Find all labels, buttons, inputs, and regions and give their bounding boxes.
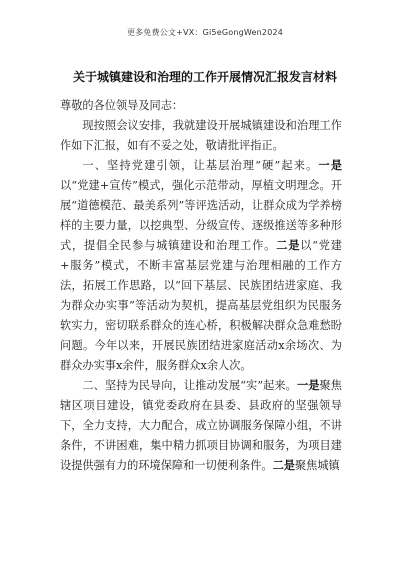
section-heading: 一、坚持党建引领，让基层治理“硬”起来。	[82, 159, 319, 172]
section-heading: 二、坚持为民导向，让推动发展“实”起来。	[82, 379, 297, 392]
point-marker: 一是	[318, 159, 342, 172]
salutation: 尊敬的各位领导及同志：	[60, 99, 184, 112]
header-note: 更多免费公文+VX：Gi5eGongWen2024	[126, 28, 284, 37]
paragraph-intro	[60, 116, 342, 156]
point-marker: 二是	[272, 459, 295, 472]
paragraph-text: 聚焦辖区项目建设，镇党委政府在县委、县政府的坚强领导下，全力支持，大力配合，成立协调服务保障小组，不讲条件，不讲困难，集中精力抓项目协调和服务，为项目建设提供强有力的环境保障和一切便利条件。	[60, 379, 342, 472]
paragraph-text: 聚焦城镇	[294, 459, 340, 472]
paragraph-section-2	[60, 376, 342, 476]
paragraph-text: 现按照会议安排，我就建设开展城镇建设和治理工作作如下汇报，如有不妥之处，敬请批评指正。	[60, 119, 342, 152]
document-title: 关于城镇建设和治理的工作开展情况汇报发言材料	[72, 70, 337, 84]
point-marker: 二是	[276, 239, 301, 252]
paragraph-text: 以“党建+服务”模式，不断丰富基层党建与治理相融的工作方法，拓展工作思路，以“回下基层、民族团结进家庭、我为群众办实事”等活动为契机，提高基层党组织为民服务软实力，密切联系群众的连心桥，积极解决群众急难愁盼问题。今年以来，开展民族团结进家庭活动x余场次、为群众办实事x余件，服务群众x余人次。	[60, 239, 342, 372]
document-body	[60, 96, 342, 476]
paragraph-section-1	[60, 156, 342, 376]
paragraph-text: 以“党建+宣传”模式，强化示范带动，厚植文明理念。开展“道德模范、最美系列”等评选活动，让群众成为学养榜样的主要力量，以挖典型、分级宣传、逐级推送等多种形式，提倡全民参与城镇建设和治理工作。	[60, 179, 342, 252]
point-marker: 一是	[296, 379, 320, 392]
